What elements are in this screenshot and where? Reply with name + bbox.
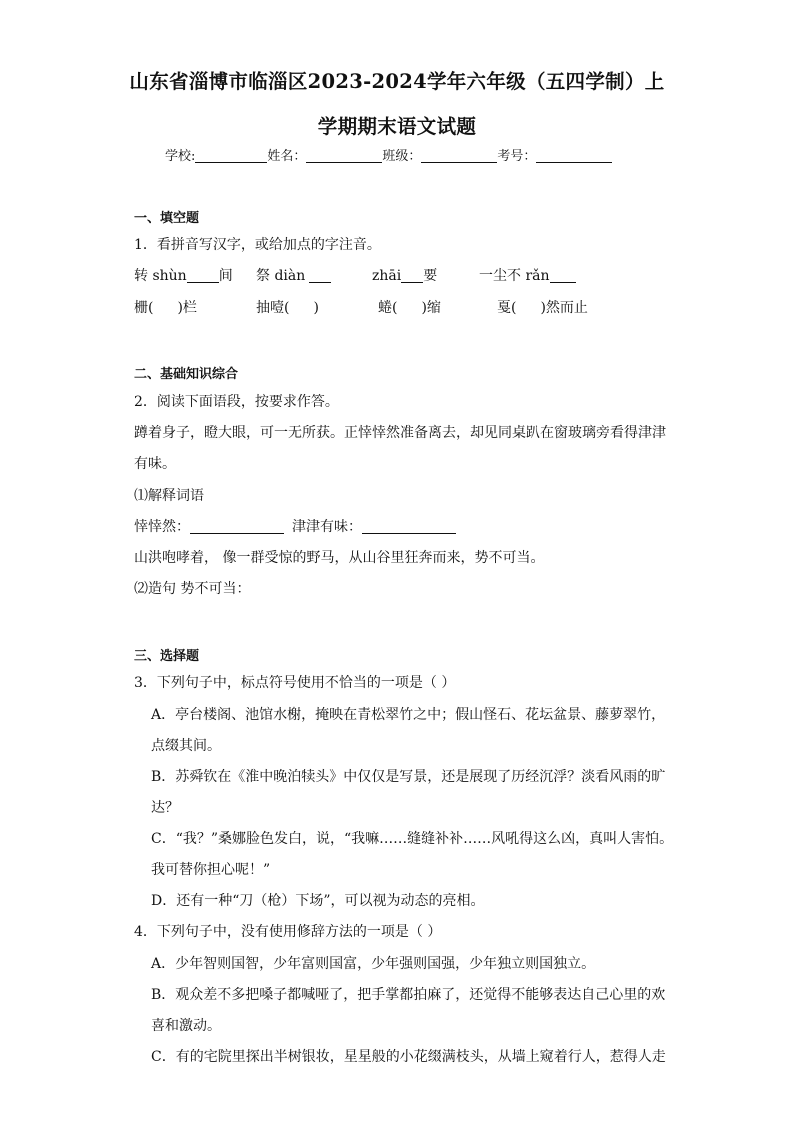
annotate-item-3: 蜷( )缩 bbox=[378, 300, 441, 316]
pinyin-item-4: 一尘不 rǎn bbox=[479, 265, 576, 285]
number-label: 考号： bbox=[497, 149, 537, 164]
q3-option-b-line1: B．苏舜钦在《淮中晚泊犊头》中仅仅是写景，还是展现了历经沉浮？淡看风雨的旷 bbox=[151, 769, 666, 785]
q3-option-d: D．还有一种“刀（枪）下场”，可以视为动态的亮相。 bbox=[151, 893, 485, 909]
passage-line-2: 有味。 bbox=[134, 456, 176, 472]
flood-sentence: 山洪咆哮着， 像一群受惊的野马，从山谷里狂奔而来，势不可当。 bbox=[134, 550, 545, 566]
pinyin-item-3: zhāi 要 bbox=[372, 268, 438, 284]
question-3-stem: 3．下列句子中，标点符号使用不恰当的一项是（ ） bbox=[134, 675, 456, 691]
section-heading-2: 二、基础知识综合 bbox=[134, 367, 239, 382]
annotate-item-1: 栅( )栏 bbox=[134, 300, 197, 316]
q4-option-b-line1: B．观众差不多把嗓子都喊哑了，把手掌都拍麻了，还觉得不能够表达自己心里的欢 bbox=[151, 987, 666, 1003]
sub-question-2: ⑵造句 势不可当： bbox=[134, 581, 251, 597]
word-2-label: 津津有味： bbox=[292, 519, 362, 535]
school-label: 学校: bbox=[165, 149, 196, 164]
q3-option-c-line1: C．“我？”桑娜脸色发白，说，“我嘛……缝缝补补……风吼得这么凶，真叫人害怕。 bbox=[151, 831, 674, 847]
question-4-stem: 4．下列句子中，没有使用修辞方法的一项是（ ） bbox=[134, 924, 442, 940]
name-blank bbox=[306, 148, 382, 163]
question-1-stem: 1．看拼音写汉字，或给加点的字注音。 bbox=[134, 237, 381, 253]
annotate-item-4: 戛( )然而止 bbox=[497, 300, 588, 316]
word-explain-row bbox=[134, 516, 456, 536]
q4-option-a: A．少年智则国智，少年富则国富，少年强则国强，少年独立则国独立。 bbox=[151, 956, 596, 972]
q3-option-c-line2: 我可替你担心呢！” bbox=[151, 862, 271, 878]
word-2-blank bbox=[362, 519, 456, 534]
annotate-item-2: 抽噎( ) bbox=[256, 300, 319, 316]
number-blank bbox=[536, 148, 612, 163]
q3-option-b-line2: 达？ bbox=[151, 800, 179, 816]
passage-line-1: 蹲着身子，瞪大眼，可一无所获。正悻悻然准备离去，却见同桌趴在窗玻璃旁看得津津 bbox=[134, 425, 666, 441]
q3-option-a-line1: A．亭台楼阁、池馆水榭，掩映在青松翠竹之中；假山怪石、花坛盆景、藤萝翠竹， bbox=[151, 707, 666, 723]
name-label: 姓名： bbox=[267, 149, 307, 164]
section-heading-3: 三、选择题 bbox=[134, 649, 200, 664]
school-blank bbox=[195, 148, 267, 163]
question-2-stem: 2．阅读下面语段，按要求作答。 bbox=[134, 394, 339, 410]
class-blank bbox=[421, 148, 497, 163]
pinyin-item-2: 祭 diàn bbox=[256, 265, 331, 285]
page-title-line1: 山东省淄博市临淄区2023-2024学年六年级（五四学制）上 bbox=[129, 70, 665, 93]
page-title-line2: 学期期末语文试题 bbox=[317, 115, 477, 138]
section-heading-1: 一、填空题 bbox=[134, 211, 200, 226]
word-1-label: 悻悻然： bbox=[134, 519, 190, 535]
student-info-row bbox=[165, 145, 612, 164]
q4-option-b-line2: 喜和激动。 bbox=[151, 1018, 221, 1034]
q4-option-c-line1: C．有的宅院里探出半树银妆，星星般的小花缀满枝头，从墙上窥着行人，惹得人走 bbox=[151, 1049, 666, 1065]
class-label: 班级： bbox=[382, 149, 422, 164]
q3-option-a-line2: 点缀其间。 bbox=[151, 738, 221, 754]
pinyin-item-1: 转 shùn 间 bbox=[134, 268, 233, 284]
sub-question-1: ⑴解释词语 bbox=[134, 488, 204, 504]
word-1-blank bbox=[190, 519, 284, 534]
